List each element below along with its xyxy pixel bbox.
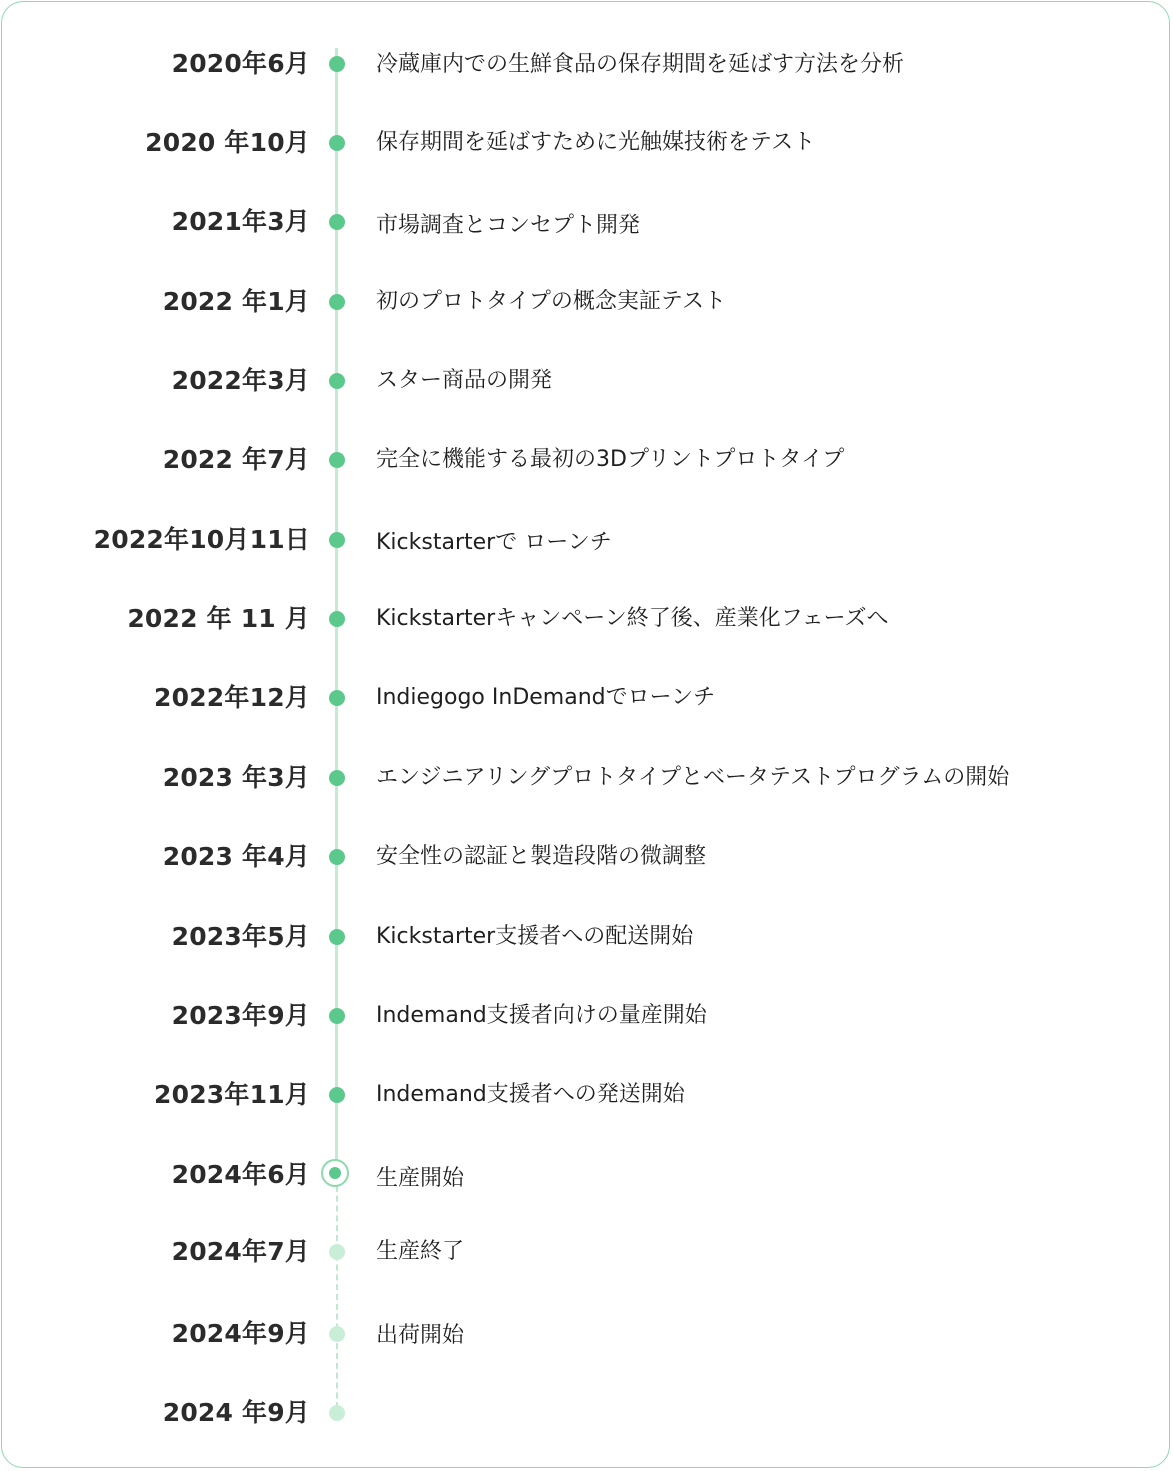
timeline-row [0, 202, 1173, 242]
timeline-dot [329, 1326, 345, 1342]
timeline-dot [329, 1405, 345, 1421]
timeline-date: 2023年9月 [171, 1001, 310, 1030]
timeline-description: 完全に機能する最初の3Dプリントプロトタイプ [376, 447, 845, 472]
timeline-dot [329, 690, 345, 706]
timeline-description: Indiegogo InDemandでローンチ [376, 685, 716, 710]
timeline-date: 2023年5月 [171, 922, 310, 951]
timeline-description: 生産終了 [376, 1239, 465, 1264]
timeline-row [0, 44, 1173, 84]
timeline-description: Kickstarterで ローンチ [376, 530, 612, 555]
timeline-date: 2022 年 11 月 [127, 604, 310, 633]
timeline-date: 2024 年9月 [162, 1398, 310, 1427]
timeline-row [0, 678, 1173, 718]
timeline-row [0, 599, 1173, 639]
timeline-description: Indemand支援者への発送開始 [376, 1082, 685, 1107]
timeline-description: エンジニアリングプロトタイプとベータテストプログラムの開始 [376, 765, 1010, 790]
timeline-description: 市場調査とコンセプト開発 [376, 213, 641, 238]
timeline-description: 安全性の認証と製造段階の微調整 [376, 844, 707, 869]
timeline-dot [329, 294, 345, 310]
timeline-row [0, 758, 1173, 798]
timeline-dot [329, 1008, 345, 1024]
timeline-dot [329, 56, 345, 72]
timeline-row [0, 1393, 1173, 1433]
timeline-row [0, 282, 1173, 322]
timeline-dot [329, 849, 345, 865]
timeline-dot [329, 1087, 345, 1103]
timeline-row [0, 1232, 1173, 1272]
timeline-date: 2022年12月 [154, 683, 310, 712]
timeline-description: スター商品の開発 [376, 368, 553, 393]
timeline-dot [329, 135, 345, 151]
timeline-dot [329, 373, 345, 389]
timeline-date: 2024年7月 [171, 1237, 310, 1266]
timeline-row [0, 361, 1173, 401]
timeline-description: Kickstarter支援者への配送開始 [376, 924, 694, 949]
timeline-description: 生産開始 [376, 1166, 465, 1191]
timeline-current-dot [329, 1167, 341, 1179]
timeline-description: 出荷開始 [376, 1323, 465, 1348]
timeline-dot [329, 452, 345, 468]
timeline-date: 2022 年1月 [162, 287, 310, 316]
timeline-row [0, 1075, 1173, 1115]
timeline-date: 2021年3月 [171, 207, 310, 236]
timeline-row [0, 1155, 1173, 1195]
timeline-dot [329, 611, 345, 627]
timeline-date: 2020 年10月 [145, 128, 310, 157]
timeline-date: 2023年11月 [154, 1080, 310, 1109]
timeline-date: 2024年9月 [171, 1319, 310, 1348]
timeline-description: 冷蔵庫内での生鮮食品の保存期間を延ばす方法を分析 [376, 52, 905, 77]
timeline-row [0, 520, 1173, 560]
timeline-dot [329, 1244, 345, 1260]
timeline-date: 2022 年7月 [162, 445, 310, 474]
timeline-date: 2022年3月 [171, 366, 310, 395]
timeline-row [0, 837, 1173, 877]
timeline-description: Kickstarterキャンペーン終了後、産業化フェーズへ [376, 606, 889, 631]
timeline-axis-future [336, 1176, 338, 1418]
timeline-dot [329, 532, 345, 548]
timeline-row [0, 1314, 1173, 1354]
timeline-row [0, 917, 1173, 957]
timeline-date: 2023 年4月 [162, 842, 310, 871]
timeline-dot [329, 929, 345, 945]
timeline-date: 2023 年3月 [162, 763, 310, 792]
timeline-row [0, 123, 1173, 163]
timeline-description: Indemand支援者向けの量産開始 [376, 1003, 707, 1028]
timeline-date: 2022年10月11日 [93, 525, 310, 554]
timeline-date: 2020年6月 [171, 49, 310, 78]
timeline-dot [329, 770, 345, 786]
timeline-current-marker [321, 1159, 349, 1187]
timeline-row [0, 996, 1173, 1036]
timeline-dot [329, 214, 345, 230]
timeline-description: 保存期間を延ばすために光触媒技術をテスト [376, 130, 816, 155]
timeline-description: 初のプロトタイプの概念実証テスト [376, 289, 727, 314]
timeline-row [0, 440, 1173, 480]
timeline-date: 2024年6月 [171, 1160, 310, 1189]
